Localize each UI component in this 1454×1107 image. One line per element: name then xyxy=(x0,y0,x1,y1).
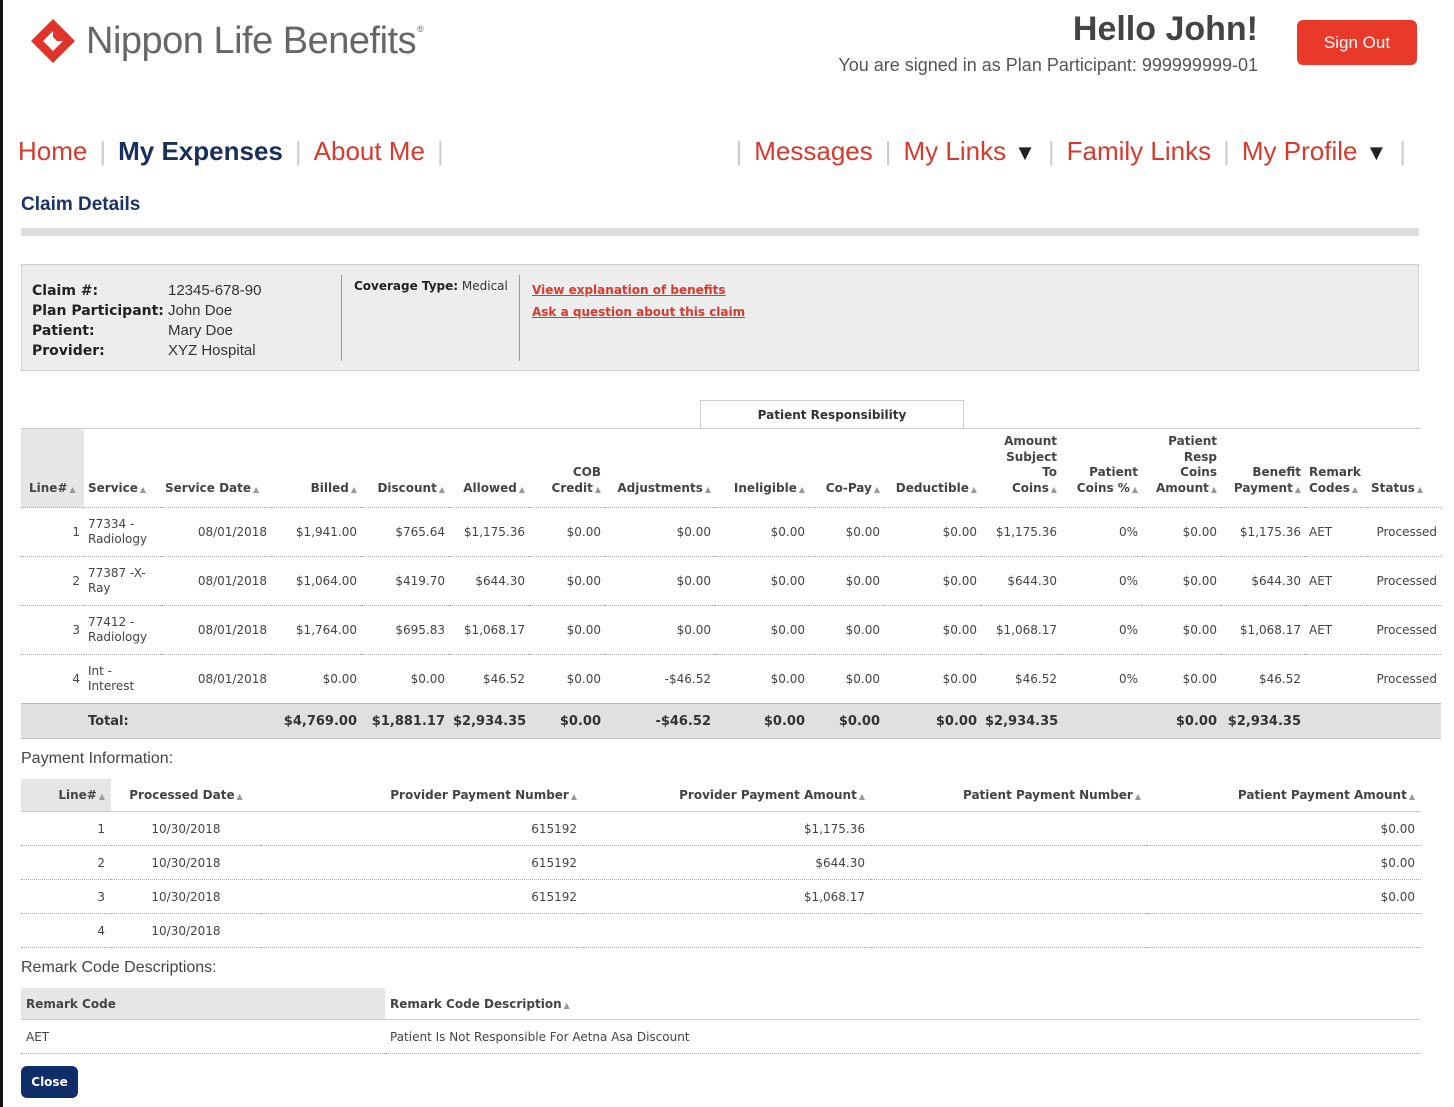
cell-empty xyxy=(1367,704,1441,739)
total-adjustments: -$46.52 xyxy=(605,704,715,739)
cell-service-date: 08/01/2018 xyxy=(161,606,271,655)
cell-cob: $0.00 xyxy=(529,606,605,655)
cell-amount-subject: $1,068.17 xyxy=(981,606,1061,655)
main-nav xyxy=(18,133,456,169)
ask-question-link[interactable]: Ask a question about this claim xyxy=(532,305,746,319)
cell-allowed: $1,068.17 xyxy=(449,606,529,655)
total-copay: $0.00 xyxy=(809,704,884,739)
col-patient-payment-number[interactable]: Patient Payment Number ▲ xyxy=(871,779,1147,812)
cell-copay: $0.00 xyxy=(809,655,884,704)
chevron-down-icon: ▼ xyxy=(1365,139,1388,165)
cell-line: 4 xyxy=(21,914,111,948)
total-ineligible: $0.00 xyxy=(715,704,809,739)
divider xyxy=(519,275,520,361)
col-allowed[interactable]: Allowed ▲ xyxy=(463,480,525,495)
col-cob-credit[interactable]: COB Credit ▲ xyxy=(551,465,601,495)
cell-processed-date: 10/30/2018 xyxy=(111,812,261,846)
plan-participant-label: Plan Participant: xyxy=(32,303,164,319)
total-resp-coins: $0.00 xyxy=(1142,704,1221,739)
cell-ineligible: $0.00 xyxy=(715,508,809,557)
cell-provider-payment-amount: $1,068.17 xyxy=(583,880,871,914)
cell-remark xyxy=(1305,655,1367,704)
cell-cob: $0.00 xyxy=(529,508,605,557)
total-amount-subject: $2,934.35 xyxy=(981,704,1061,739)
col-adjustments[interactable]: Adjustments ▲ xyxy=(617,480,711,495)
cell-cob: $0.00 xyxy=(529,557,605,606)
sort-icon: ▲ xyxy=(570,792,577,801)
nav-separator: | xyxy=(735,135,743,166)
divider xyxy=(341,275,342,361)
patient: Mary Doe xyxy=(168,322,234,339)
col-provider-payment-number[interactable]: Provider Payment Number ▲ xyxy=(261,779,583,812)
claim-info xyxy=(32,281,261,361)
sort-icon: ▲ xyxy=(117,1000,124,1010)
col-patient-resp-coins[interactable]: Patient Resp Coins Amount ▲ xyxy=(1155,434,1217,495)
cell-discount: $695.83 xyxy=(361,606,449,655)
cell-adjustments: $0.00 xyxy=(605,508,715,557)
total-label: Total: xyxy=(84,704,271,739)
cell-patient-payment-number xyxy=(871,914,1147,948)
cell-line: 3 xyxy=(21,880,111,914)
nav-separator: | xyxy=(294,135,302,166)
table-header-row xyxy=(21,988,1419,1020)
provider: XYZ Hospital xyxy=(168,342,256,359)
cell-copay: $0.00 xyxy=(809,508,884,557)
cell-status: Processed xyxy=(1367,557,1441,606)
sort-icon: ▲ xyxy=(1050,484,1057,494)
nav-home[interactable]: Home xyxy=(18,135,88,166)
cell-empty xyxy=(1061,704,1142,739)
cell-discount: $419.70 xyxy=(361,557,449,606)
cell-empty xyxy=(1305,704,1367,739)
cell-service-date: 08/01/2018 xyxy=(161,655,271,704)
col-discount[interactable]: Discount ▲ xyxy=(377,480,445,495)
sort-icon: ▲ xyxy=(98,792,105,801)
sort-icon: ▲ xyxy=(858,792,865,801)
table-row xyxy=(21,655,1441,704)
cell-ineligible: $0.00 xyxy=(715,557,809,606)
cell-remark: AET xyxy=(1305,557,1367,606)
claim-lines-table xyxy=(21,429,1441,739)
cell-billed: $1,941.00 xyxy=(271,508,361,557)
greeting: Hello John! xyxy=(1072,10,1258,48)
cell-resp-coins: $0.00 xyxy=(1142,655,1221,704)
cell-patient-payment-amount xyxy=(1147,914,1421,948)
cell-resp-coins: $0.00 xyxy=(1142,508,1221,557)
table-row xyxy=(21,812,1421,846)
nav-separator: | xyxy=(1399,135,1406,166)
cell-resp-coins: $0.00 xyxy=(1142,606,1221,655)
payment-table xyxy=(21,779,1421,948)
close-button[interactable]: Close xyxy=(21,1066,78,1098)
cell-allowed: $1,175.36 xyxy=(449,508,529,557)
cell-service: 77412 - Radiology xyxy=(84,606,161,655)
table-row xyxy=(21,606,1441,655)
cell-remark-description: Patient Is Not Responsible For Aetna Asa Discount xyxy=(385,1020,1419,1054)
cell-adjustments: -$46.52 xyxy=(605,655,715,704)
cell-patient-payment-number xyxy=(871,880,1147,914)
sort-icon: ▲ xyxy=(1131,484,1138,494)
cell-service-date: 08/01/2018 xyxy=(161,508,271,557)
sort-icon: ▲ xyxy=(236,792,243,801)
sort-icon: ▲ xyxy=(1408,792,1415,801)
table-row xyxy=(21,914,1421,948)
nav-separator: | xyxy=(436,135,444,166)
cell-remark-code: AET xyxy=(21,1020,385,1054)
remark-codes-table xyxy=(21,988,1419,1054)
patient-responsibility-tab[interactable]: Patient Responsibility xyxy=(700,400,964,429)
sort-icon: ▲ xyxy=(1416,484,1424,494)
table-row xyxy=(21,557,1441,606)
sort-icon: ▲ xyxy=(1294,484,1301,494)
col-patient-payment-amount[interactable]: Patient Payment Amount ▲ xyxy=(1147,779,1421,812)
cell-remark: AET xyxy=(1305,606,1367,655)
table-header-row xyxy=(21,779,1421,812)
sort-icon: ▲ xyxy=(518,484,525,494)
sort-icon: ▲ xyxy=(704,484,711,494)
nav-separator: | xyxy=(1047,135,1055,166)
remark-codes-title: Remark Code Descriptions: xyxy=(21,959,217,976)
cell-patient-payment-amount: $0.00 xyxy=(1147,880,1421,914)
claim-number-label: Claim #: xyxy=(32,283,99,299)
cell-status: Processed xyxy=(1367,655,1441,704)
total-cob: $0.00 xyxy=(529,704,605,739)
total-billed: $4,769.00 xyxy=(271,704,361,739)
cell-line: 2 xyxy=(21,557,84,606)
cell-status: Processed xyxy=(1367,508,1441,557)
coverage-type: Coverage Type: Medical xyxy=(354,279,508,293)
col-service-date[interactable]: Service Date ▲ xyxy=(165,480,260,495)
cell-discount: $765.64 xyxy=(361,508,449,557)
nav-separator: | xyxy=(884,135,892,166)
cell-coins-pct: 0% xyxy=(1061,508,1142,557)
col-billed[interactable]: Billed ▲ xyxy=(310,480,357,495)
nav-about-me[interactable]: About Me xyxy=(313,135,425,166)
total-row xyxy=(21,704,1441,739)
page-title: Claim Details xyxy=(21,194,141,215)
cell-empty xyxy=(21,704,84,739)
nav-my-expenses[interactable]: My Expenses xyxy=(118,135,283,166)
cell-benefit: $46.52 xyxy=(1221,655,1305,704)
cell-coins-pct: 0% xyxy=(1061,606,1142,655)
cell-service-date: 08/01/2018 xyxy=(161,557,271,606)
nav-my-profile[interactable]: My Profile ▼ xyxy=(1241,135,1388,166)
cell-provider-payment-amount xyxy=(583,914,871,948)
cell-deductible: $0.00 xyxy=(884,655,981,704)
sort-icon: ▲ xyxy=(798,484,805,494)
col-patient-coins-pct[interactable]: Patient Coins % ▲ xyxy=(1076,465,1138,495)
total-deductible: $0.00 xyxy=(884,704,981,739)
cell-deductible: $0.00 xyxy=(884,606,981,655)
claim-number: 12345-678-90 xyxy=(168,282,262,299)
nav-separator: | xyxy=(99,135,107,166)
col-remark-code[interactable]: Remark Code ▲ xyxy=(21,988,385,1020)
cell-patient-payment-amount: $0.00 xyxy=(1147,846,1421,880)
cell-processed-date: 10/30/2018 xyxy=(111,914,261,948)
cell-cob: $0.00 xyxy=(529,655,605,704)
col-service[interactable]: Service ▲ xyxy=(88,480,147,495)
cell-line: 1 xyxy=(21,508,84,557)
cell-service: 77387 -X- Ray xyxy=(84,557,161,606)
window-edge xyxy=(0,0,3,1107)
total-benefit: $2,934.35 xyxy=(1221,704,1305,739)
sort-icon: ▲ xyxy=(1210,484,1217,494)
sort-icon: ▲ xyxy=(970,484,977,494)
cell-processed-date: 10/30/2018 xyxy=(111,880,261,914)
cell-line: 4 xyxy=(21,655,84,704)
patient-label: Patient: xyxy=(32,323,95,339)
sort-icon: ▲ xyxy=(1351,484,1359,494)
cell-discount: $0.00 xyxy=(361,655,449,704)
cell-resp-coins: $0.00 xyxy=(1142,557,1221,606)
col-benefit-payment[interactable]: Benefit Payment ▲ xyxy=(1233,465,1301,495)
view-eob-link[interactable]: View explanation of benefits xyxy=(532,283,726,297)
cell-service: Int - Interest xyxy=(84,655,161,704)
cell-adjustments: $0.00 xyxy=(605,606,715,655)
divider xyxy=(21,228,1419,236)
cell-ineligible: $0.00 xyxy=(715,655,809,704)
cell-line: 1 xyxy=(21,812,111,846)
sort-icon: ▲ xyxy=(350,484,357,494)
col-ineligible[interactable]: Ineligible ▲ xyxy=(733,480,805,495)
col-amount-subject[interactable]: Amount Subject To Coins ▲ xyxy=(1004,434,1057,495)
cell-billed: $0.00 xyxy=(271,655,361,704)
cell-billed: $1,764.00 xyxy=(271,606,361,655)
cell-coins-pct: 0% xyxy=(1061,557,1142,606)
table-row xyxy=(21,1020,1419,1054)
cell-patient-payment-number xyxy=(871,812,1147,846)
cell-service: 77334 - Radiology xyxy=(84,508,161,557)
cell-processed-date: 10/30/2018 xyxy=(111,846,261,880)
cell-line: 3 xyxy=(21,606,84,655)
col-processed-date[interactable]: Processed Date ▲ xyxy=(111,779,261,812)
col-line[interactable]: Line# ▲ xyxy=(21,779,111,812)
cell-coins-pct: 0% xyxy=(1061,655,1142,704)
total-allowed: $2,934.35 xyxy=(449,704,529,739)
secondary-nav xyxy=(723,133,1418,169)
sort-icon: ▲ xyxy=(438,484,445,494)
signed-in-text: You are signed in as Plan Participant: 999999999-01 xyxy=(838,55,1258,75)
cell-status: Processed xyxy=(1367,606,1441,655)
nav-family-links[interactable]: Family Links xyxy=(1066,135,1212,166)
cell-allowed: $46.52 xyxy=(449,655,529,704)
brand-name: Nippon Life Benefits® xyxy=(86,19,424,62)
col-copay[interactable]: Co-Pay ▲ xyxy=(825,480,880,495)
cell-amount-subject: $1,175.36 xyxy=(981,508,1061,557)
cell-provider-payment-amount: $644.30 xyxy=(583,846,871,880)
table-row xyxy=(21,846,1421,880)
cell-patient-payment-amount: $0.00 xyxy=(1147,812,1421,846)
cell-amount-subject: $644.30 xyxy=(981,557,1061,606)
cell-line: 2 xyxy=(21,846,111,880)
cell-provider-payment-number xyxy=(261,914,583,948)
col-remark-codes[interactable]: Remark Codes ▲ xyxy=(1309,465,1361,495)
sort-icon: ▲ xyxy=(873,484,880,494)
chevron-down-icon: ▼ xyxy=(1014,139,1036,165)
col-remark-description[interactable]: Remark Code Description ▲ xyxy=(385,988,1419,1020)
cell-benefit: $1,175.36 xyxy=(1221,508,1305,557)
brand-logo[interactable] xyxy=(30,18,423,64)
cell-provider-payment-number: 615192 xyxy=(261,812,583,846)
table-row xyxy=(21,880,1421,914)
col-deductible[interactable]: Deductible ▲ xyxy=(895,480,977,495)
sign-out-button[interactable]: Sign Out xyxy=(1297,20,1417,65)
col-line[interactable]: Line# ▲ xyxy=(21,429,84,508)
sort-icon: ▲ xyxy=(594,484,601,494)
plan-participant: John Doe xyxy=(168,302,233,319)
total-discount: $1,881.17 xyxy=(361,704,449,739)
cell-adjustments: $0.00 xyxy=(605,557,715,606)
cell-allowed: $644.30 xyxy=(449,557,529,606)
cell-benefit: $644.30 xyxy=(1221,557,1305,606)
cell-provider-payment-amount: $1,175.36 xyxy=(583,812,871,846)
col-status[interactable]: Status ▲ xyxy=(1371,480,1424,495)
nav-my-links[interactable]: My Links ▼ xyxy=(903,135,1036,166)
sort-icon: ▲ xyxy=(253,484,260,494)
sort-icon: ▲ xyxy=(139,484,147,494)
cell-provider-payment-number: 615192 xyxy=(261,846,583,880)
nav-messages[interactable]: Messages xyxy=(754,135,873,166)
cell-billed: $1,064.00 xyxy=(271,557,361,606)
payment-info-title: Payment Information: xyxy=(21,750,174,767)
sort-icon: ▲ xyxy=(1134,792,1141,801)
sort-icon: ▲ xyxy=(563,1000,570,1010)
cell-provider-payment-number: 615192 xyxy=(261,880,583,914)
claim-summary xyxy=(21,264,1419,371)
cell-amount-subject: $46.52 xyxy=(981,655,1061,704)
cell-patient-payment-number xyxy=(871,846,1147,880)
sort-icon: ▲ xyxy=(69,484,76,494)
provider-label: Provider: xyxy=(32,343,105,359)
cell-remark: AET xyxy=(1305,508,1367,557)
cell-copay: $0.00 xyxy=(809,557,884,606)
nippon-logo-icon xyxy=(30,18,76,64)
table-header-row xyxy=(21,429,1441,508)
cell-copay: $0.00 xyxy=(809,606,884,655)
cell-deductible: $0.00 xyxy=(884,508,981,557)
cell-ineligible: $0.00 xyxy=(715,606,809,655)
cell-benefit: $1,068.17 xyxy=(1221,606,1305,655)
cell-deductible: $0.00 xyxy=(884,557,981,606)
col-provider-payment-amount[interactable]: Provider Payment Amount ▲ xyxy=(583,779,871,812)
claim-links xyxy=(532,279,745,323)
table-row xyxy=(21,508,1441,557)
nav-separator: | xyxy=(1223,135,1230,166)
